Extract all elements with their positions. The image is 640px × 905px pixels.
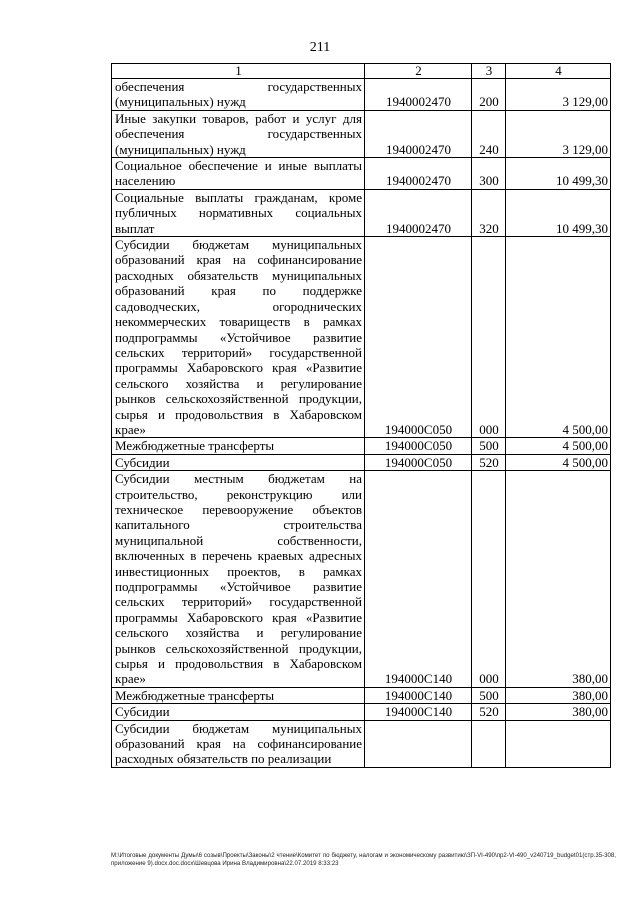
- row-sum: 4 500,00: [506, 438, 611, 454]
- row-code: 194000С050: [365, 438, 472, 454]
- table-row: [112, 454, 611, 470]
- row-sum: 4 500,00: [506, 454, 611, 470]
- row-sum: 380,00: [506, 471, 611, 688]
- row-vr: 520: [472, 454, 506, 470]
- row-vr: 520: [472, 704, 506, 720]
- row-vr: [472, 720, 506, 767]
- row-vr: 320: [472, 189, 506, 236]
- table-header-row: [112, 64, 611, 79]
- header-cell-sum: 4: [506, 64, 611, 79]
- table-row: [112, 158, 611, 190]
- row-code: 194000С050: [365, 237, 472, 438]
- row-vr: 500: [472, 438, 506, 454]
- header-cell-name: 1: [112, 64, 365, 79]
- table-row: [112, 687, 611, 703]
- row-name: Субсидии: [112, 704, 365, 720]
- row-name: Субсидии бюджетам муниципальных образований края на софинансирование расходных обязательств муниципальных образований края по поддержке садоводческих, огороднических некоммерческих товариществ в рамках подпрограммы «Устойчивое развитие сельских территорий» государственной программы Хабаровского края «Развитие сельского хозяйства и регулирование рынков сельскохозяйственной продукции, сырья и продовольствия в Хабаровском крае»: [112, 237, 365, 438]
- row-code: 1940002470: [365, 79, 472, 111]
- row-name: Межбюджетные трансферты: [112, 687, 365, 703]
- table-row: [112, 704, 611, 720]
- row-vr: 000: [472, 237, 506, 438]
- row-code: 1940002470: [365, 110, 472, 157]
- row-sum: 4 500,00: [506, 237, 611, 438]
- table-row: [112, 110, 611, 157]
- row-name: Социальные выплаты гражданам, кроме публичных нормативных социальных выплат: [112, 189, 365, 236]
- table-row: [112, 471, 611, 688]
- table-row: [112, 79, 611, 111]
- row-sum: 3 129,00: [506, 110, 611, 157]
- row-sum: 3 129,00: [506, 79, 611, 111]
- row-name: Иные закупки товаров, работ и услуг для обеспечения государственных (муниципальных) нужд: [112, 110, 365, 157]
- row-name: Субсидии бюджетам муниципальных образований края на софинансирование расходных обязательств по реализации: [112, 720, 365, 767]
- row-code: 1940002470: [365, 189, 472, 236]
- row-name: Межбюджетные трансферты: [112, 438, 365, 454]
- row-code: 1940002470: [365, 158, 472, 190]
- row-code: 194000С050: [365, 454, 472, 470]
- row-name: Субсидии: [112, 454, 365, 470]
- table-row: [112, 438, 611, 454]
- row-sum: 380,00: [506, 687, 611, 703]
- header-cell-code: 2: [365, 64, 472, 79]
- table-row: [112, 720, 611, 767]
- row-sum: 10 499,30: [506, 189, 611, 236]
- document-path-footer: M:\Итоговые документы Думы\6 созыв\Проекты\Законы\2 чтение\Комитет по бюджету, налогам и экономическому развитию\ЗП-VI-490\пр2-VI-490_v240719_budget01(стр.35-308, приложение 9).docx.doc.docx\Шевцова Ирина Владимировна\22.07.2019 8:33:23: [111, 852, 616, 867]
- budget-table: [111, 63, 611, 768]
- row-vr: 200: [472, 79, 506, 111]
- row-vr: 300: [472, 158, 506, 190]
- row-code: 194000С140: [365, 704, 472, 720]
- row-code: [365, 720, 472, 767]
- header-cell-vr: 3: [472, 64, 506, 79]
- row-name: обеспечения государственных (муниципальных) нужд: [112, 79, 365, 111]
- row-sum: 380,00: [506, 704, 611, 720]
- table-row: [112, 189, 611, 236]
- row-name: Субсидии местным бюджетам на строительство, реконструкцию или техническое перевооружение объектов капитального строительства муниципальной собственности, включенных в перечень краевых адресных инвестиционных проектов, в рамках подпрограммы «Устойчивое развитие сельских территорий» государственной программы Хабаровского края «Развитие сельского хозяйства и регулирование рынков сельскохозяйственной продукции, сырья и продовольствия в Хабаровском крае»: [112, 471, 365, 688]
- row-code: 194000С140: [365, 687, 472, 703]
- row-code: 194000С140: [365, 471, 472, 688]
- row-vr: 000: [472, 471, 506, 688]
- row-sum: [506, 720, 611, 767]
- row-vr: 500: [472, 687, 506, 703]
- row-name: Социальное обеспечение и иные выплаты населению: [112, 158, 365, 190]
- page-number: 211: [309, 40, 331, 55]
- table-row: [112, 237, 611, 438]
- row-vr: 240: [472, 110, 506, 157]
- row-sum: 10 499,30: [506, 158, 611, 190]
